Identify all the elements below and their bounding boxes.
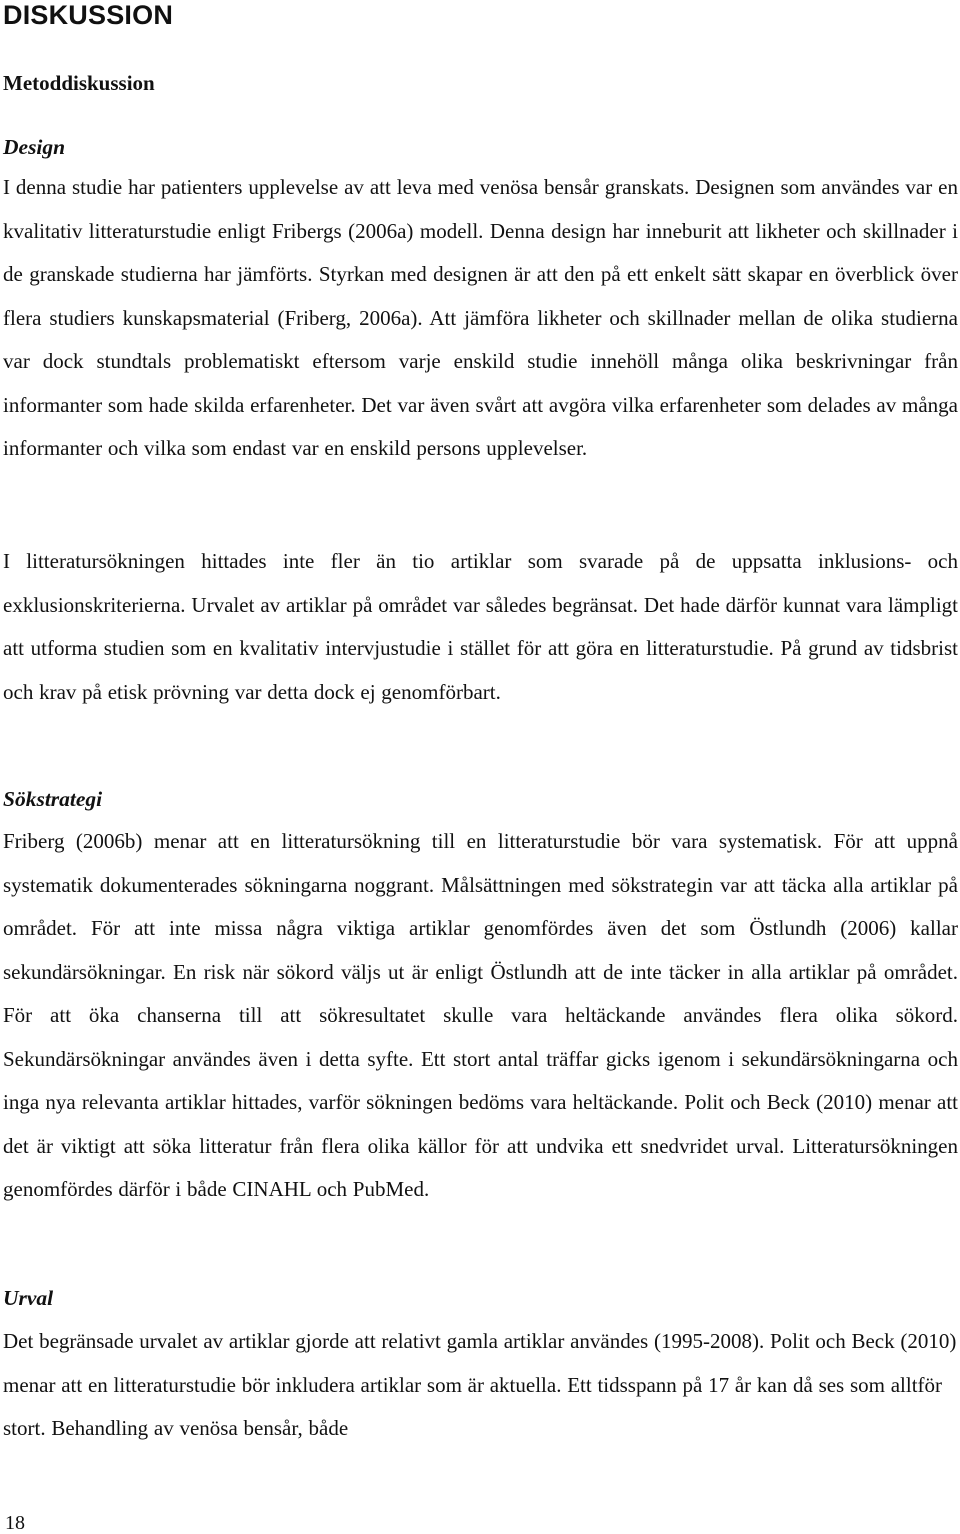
page-heading: DISKUSSION: [3, 0, 174, 30]
section-title-urval: Urval: [3, 1286, 54, 1310]
design-paragraph-2: I litteratursökningen hittades inte fler än tio artiklar som svarade på de uppsatta inklusions- och exklusionskriterierna. Urvalet av artiklar på området var således begränsat. Det hade därför kunnat vara lämpligt att utforma studien som en kvalitativ intervjustudie i stället för att göra en litteraturstudie. På grund av tidsbrist och krav på etisk prövning var detta dock ej genomförbart.: [3, 549, 958, 704]
section-title-sokstrategi: Sökstrategi: [3, 787, 103, 811]
section-title-design: Design: [3, 135, 66, 159]
sokstrategi-paragraph: Friberg (2006b) menar att en litteratursökning till en litteraturstudie bör vara systematisk. För att uppnå systematik dokumenterades sökningarna noggrant. Målsättningen med sökstrategin var att täcka alla artiklar på området. För att inte missa några viktiga artiklar genomfördes även det som Östlundh (2006) kallar sekundärsökningar. En risk när sökord väljs ut är enligt Östlundh att de inte täcker in alla artiklar på området. För att öka chanserna till att sökresultatet skulle vara heltäckande användes flera olika sökord. Sekundärsökningar användes även i detta syfte. Ett stort antal träffar gicks igenom i sekundärsökningarna och inga nya relevanta artiklar hittades, varför sökningen bedöms vara heltäckande. Polit och Beck (2010) menar att det är viktigt att söka litteratur från flera olika källor för att undvika ett snedvridet urval. Litteratursökningen genomfördes därför i både CINAHL och PubMed.: [3, 829, 958, 1201]
subheading: Metoddiskussion: [3, 71, 155, 95]
page-number: 18: [5, 1512, 25, 1534]
design-paragraph-1: I denna studie har patienters upplevelse av att leva med venösa bensår granskats. Designen som användes var en kvalitativ litteraturstudie enligt Fribergs (2006a) modell. Denna design har inneburit att likheter och skillnader i de granskade studierna har jämförts. Styrkan med designen är att den på ett enkelt sätt skapar en överblick över flera studiers kunskapsmaterial (Friberg, 2006a). Att jämföra likheter och skillnader mellan de olika studierna var dock stundtals problematiskt eftersom varje enskild studie innehöll många olika beskrivningar från informanter som hade skilda erfarenheter. Det var även svårt att avgöra vilka erfarenheter som delades av många informanter och vilka som endast var en enskild persons upplevelser.: [3, 175, 958, 460]
urval-paragraph: Det begränsade urvalet av artiklar gjorde att relativt gamla artiklar användes (1995-2008). Polit och Beck (2010) menar att en litteraturstudie bör inkludera artiklar som är aktuella. Ett tidsspann på 17 år kan då ses som alltför stort. Behandling av venösa bensår, både: [3, 1329, 957, 1440]
